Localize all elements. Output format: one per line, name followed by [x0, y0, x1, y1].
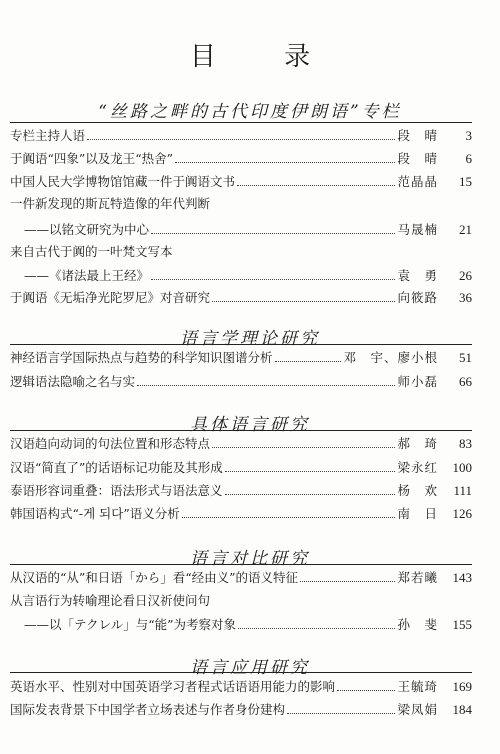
section-heading-silk-road: “丝路之畔的古代印度伊朗语”专栏 [98, 102, 402, 122]
section-rule [10, 672, 472, 673]
toc-entry[interactable] [10, 264, 472, 284]
leader-dots [212, 604, 436, 605]
section-rule [10, 564, 472, 565]
leader-dots [287, 712, 395, 714]
entry-title: 神经语言学国际热点与趋势的科学知识图谱分析 [10, 350, 273, 365]
entry-title: 一件新发现的斯瓦特造像的年代判断 [10, 196, 211, 211]
leader-dots [225, 470, 396, 472]
toc-entry[interactable] [10, 286, 472, 306]
toc-entry[interactable] [10, 124, 472, 144]
leader-dots [212, 446, 395, 448]
entry-author: 段 晴 [397, 151, 438, 166]
section-heading-applied: 语言应用研究 [190, 658, 310, 678]
leader-dots [337, 689, 395, 691]
entry-subtitle: ——以铭文研究为中心 [24, 222, 150, 237]
entry-title: 从言语行为转喻理论看日汉祈使问句 [10, 593, 211, 608]
entry-page: 184 [452, 702, 472, 717]
entry-title: 泰语形容词重叠：语法形式与语法意义 [10, 483, 223, 498]
entry-page: 26 [459, 268, 472, 283]
section-rule [10, 430, 472, 431]
entry-title: 汉语趋向动词的句法位置和形态特点 [10, 436, 211, 451]
toc-entry[interactable] [10, 613, 472, 633]
toc-entry[interactable] [10, 170, 472, 190]
entry-page: 126 [452, 506, 472, 521]
section-heading-specific-language: 具体语言研究 [190, 415, 310, 435]
leader-dots [237, 184, 395, 186]
entry-author: 郑若曦 [397, 570, 438, 585]
entry-title: 来自古代于阗的一叶梵文写本 [10, 244, 173, 259]
toc-entry[interactable] [10, 346, 472, 366]
entry-page: 143 [452, 570, 472, 585]
toc-entry[interactable] [10, 147, 472, 167]
entry-author: 邓 宇、廖小根 [343, 350, 438, 365]
toc-entry[interactable] [10, 698, 472, 718]
leader-dots [151, 232, 395, 234]
entry-title: 于阗语“四象”以及龙王“热舍” [10, 151, 174, 166]
entry-title: 汉语“简直了”的话语标记功能及其形成 [10, 460, 223, 475]
entry-subtitle: ——《诸法最上王经》 [24, 268, 150, 283]
toc-entry[interactable] [10, 675, 472, 695]
toc-entry[interactable] [10, 192, 472, 212]
leader-dots [87, 138, 395, 140]
toc-entry[interactable] [10, 456, 472, 476]
entry-page: 6 [465, 151, 472, 166]
toc-entry[interactable] [10, 589, 472, 609]
leader-dots [225, 493, 396, 495]
toc-entry[interactable] [10, 218, 472, 238]
toc-entry[interactable] [10, 432, 472, 452]
section-rule [10, 122, 472, 123]
toc-entry[interactable] [10, 240, 472, 260]
entry-author: 向筱路 [397, 290, 438, 305]
entry-page: 15 [459, 174, 472, 189]
entry-page: 36 [459, 290, 472, 305]
entry-subtitle: ——以「テクレル」与“能”为考察对象 [24, 617, 236, 632]
entry-page: 111 [453, 483, 472, 498]
entry-title: 国际发表背景下中国学者立场表述与作者身份建构 [10, 702, 286, 717]
entry-title: 于阗语《无垢净光陀罗尼》对音研究 [10, 290, 211, 305]
entry-author: 梁凤娟 [397, 702, 438, 717]
entry-page: 3 [465, 128, 472, 143]
leader-dots [300, 580, 395, 582]
entry-title: 从汉语的“从”和日语「から」看“经由义”的语义特征 [10, 570, 299, 585]
toc-entry[interactable] [10, 566, 472, 586]
entry-page: 100 [452, 460, 472, 475]
entry-author: 郝 琦 [397, 436, 438, 451]
entry-author: 范晶晶 [397, 174, 438, 189]
entry-author: 孙 斐 [397, 617, 438, 632]
entry-title: 专栏主持人语 [10, 128, 86, 143]
leader-dots [212, 207, 436, 208]
toc-entry[interactable] [10, 502, 472, 522]
leader-dots [175, 161, 395, 163]
entry-page: 155 [452, 617, 472, 632]
toc-title: 目 录 [189, 42, 341, 72]
entry-title: 英语水平、性别对中国英语学习者程式话语语用能力的影响 [10, 679, 336, 694]
leader-dots [151, 278, 395, 280]
entry-title: 中国人民大学博物馆馆藏一件于阗语文书 [10, 174, 236, 189]
entry-author: 梁永红 [397, 460, 438, 475]
entry-author: 袁 勇 [397, 268, 438, 283]
entry-author: 马晟楠 [397, 222, 438, 237]
entry-title: 逻辑语法隐喻之名与实 [10, 374, 136, 389]
section-rule [10, 344, 472, 345]
entry-author: 段 晴 [397, 128, 438, 143]
entry-author: 王毓琦 [397, 679, 438, 694]
toc-entry[interactable] [10, 370, 472, 390]
leader-dots [137, 384, 395, 386]
leader-dots [175, 255, 436, 256]
entry-page: 51 [459, 350, 472, 365]
leader-dots [275, 360, 342, 362]
section-heading-linguistic-theory: 语言学理论研究 [180, 329, 320, 349]
entry-page: 83 [459, 436, 472, 451]
entry-page: 66 [459, 374, 472, 389]
entry-author: 师小磊 [397, 374, 438, 389]
entry-author: 杨 欢 [397, 483, 438, 498]
entry-page: 21 [459, 222, 472, 237]
leader-dots [238, 627, 396, 629]
entry-page: 169 [452, 679, 472, 694]
section-heading-contrastive: 语言对比研究 [190, 549, 310, 569]
entry-author: 南 日 [397, 506, 438, 521]
toc-entry[interactable] [10, 479, 472, 499]
entry-title: 韩国语构式“-게 되다”语义分析 [10, 506, 180, 521]
leader-dots [212, 300, 395, 302]
leader-dots [182, 516, 396, 518]
